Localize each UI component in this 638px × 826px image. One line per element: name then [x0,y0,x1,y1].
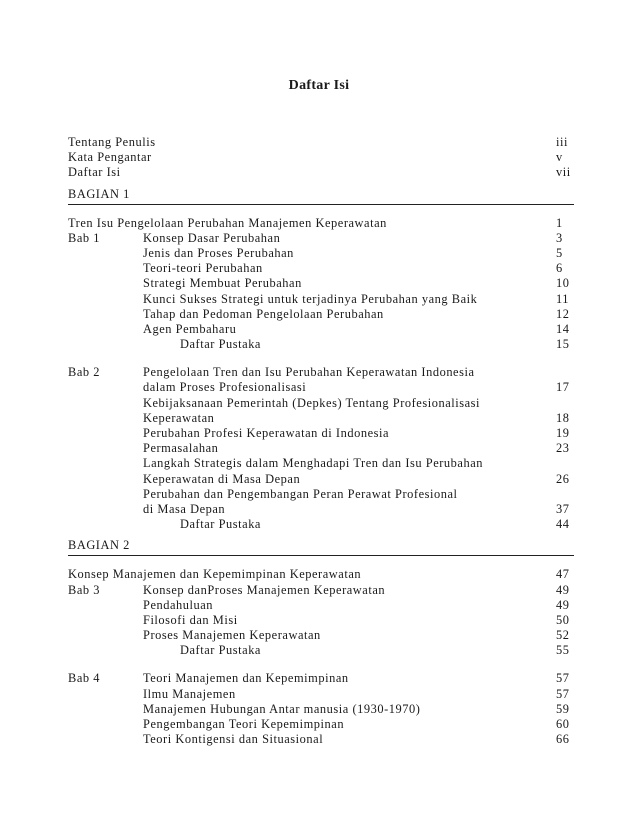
toc-entry [68,322,574,337]
toc-entry-text: Manajemen Hubungan Antar manusia (1930-1970) [143,701,421,716]
toc-entry-text: Keperawatan di Masa Depan [143,471,301,486]
toc-entry [68,598,574,613]
toc-entry-text: Kunci Sukses Strategi untuk terjadinya Perubahan yang Baik [143,291,478,306]
toc-entry-text: Daftar Isi [68,165,121,180]
toc-entry-text: Daftar Pustaka [180,517,261,532]
toc-entry-page: 23 [556,441,570,456]
toc-entry-page: 10 [556,276,570,291]
toc-entry-page: 52 [556,628,570,643]
toc-entry [68,472,574,487]
toc-entry-page: 26 [556,471,570,486]
chapter-label: Bab 4 [68,671,101,686]
toc-entry [68,426,574,441]
toc-entry-page: 57 [556,686,570,701]
toc-entry-text: Agen Pembaharu [143,321,237,336]
toc-entry-page: 57 [556,671,570,686]
toc-entry-page: 49 [556,582,570,597]
toc-entry [68,702,574,717]
toc-entry-page: 66 [556,732,570,747]
toc-entry [68,441,574,456]
toc-entry-page: 47 [556,567,570,582]
toc-entry [68,135,574,150]
toc-entry-page: 11 [556,291,570,306]
toc-entry [68,732,574,747]
toc-entry [68,307,574,322]
toc-entry-page: 3 [556,230,563,245]
toc-entry [68,717,574,732]
toc-entry-text: Jenis dan Proses Perubahan [143,245,294,260]
toc-entry-text: Kata Pengantar [68,150,152,165]
toc-entry-text: Permasalahan [143,441,219,456]
chapter-label: Bab 3 [68,582,101,597]
toc-entry-text: di Masa Depan [143,501,226,516]
toc-entry-text: Konsep danProses Manajemen Keperawatan [143,582,386,597]
toc-entry [68,165,574,180]
toc-entry-text: Langkah Strategis dalam Menghadapi Tren dan Isu Perubahan [143,456,484,471]
page-title: Daftar Isi [288,78,350,93]
toc-entry-page: 37 [556,501,570,516]
section-heading-bagian-1: BAGIAN 1 [68,187,574,205]
toc-bibliography [68,643,574,658]
toc-entry-page: iii [556,135,568,149]
toc-entry-text: Tentang Penulis [68,135,156,149]
toc-entry [68,583,574,598]
toc-entry [68,231,574,246]
toc-entry-page: 50 [556,612,570,627]
toc-entry-text: Teori-teori Perubahan [143,261,263,276]
toc-entry [68,276,574,291]
toc-entry-page: 1 [556,215,563,230]
chapter-label: Bab 1 [68,230,101,245]
toc-entry [68,292,574,307]
toc-part-intro [68,216,574,231]
toc-entry-page: v [556,150,563,165]
toc-entry-text: Tahap dan Pedoman Pengelolaan Perubahan [143,306,384,321]
toc-entry [68,671,574,686]
toc-entry [68,687,574,702]
toc-entry-text: Konsep Manajemen dan Kepemimpinan Keperawatan [68,567,362,582]
toc-entry-text: Daftar Pustaka [180,337,261,352]
toc-bibliography [68,517,574,532]
toc-entry-page: 18 [556,410,570,425]
toc-entry [68,365,574,380]
toc-entry [68,380,574,395]
toc-entry-text: Perubahan Profesi Keperawatan di Indonesia [143,426,390,440]
toc-entry-text: Daftar Pustaka [180,643,261,658]
toc-entry-text: Pengembangan Teori Kepemimpinan [143,717,345,731]
toc-entry-page: 49 [556,597,570,612]
toc-entry-page: 60 [556,717,570,731]
section-heading-bagian-2: BAGIAN 2 [68,538,574,556]
toc-entry-text: Konsep Dasar Perubahan [143,230,281,245]
toc-entry-text: Filosofi dan Misi [143,612,238,627]
toc-entry-page: 14 [556,321,570,336]
chapter-label: Bab 2 [68,365,101,380]
toc-entry-text: Kebijaksanaan Pemerintah (Depkes) Tentang Profesionalisasi [143,395,481,410]
toc-entry-text: Perubahan dan Pengembangan Peran Perawat Profesional [143,486,458,501]
toc-entry-text: dalam Proses Profesionalisasi [143,380,307,395]
toc-entry [68,487,574,502]
toc-entry-text: Ilmu Manajemen [143,686,236,701]
toc-entry-page: 17 [556,380,570,395]
toc-entry-page: 44 [556,517,570,532]
toc-entry-text: Pendahuluan [143,597,214,612]
toc-entry-page: 6 [556,261,563,276]
toc-entry-page: 15 [556,337,570,352]
toc-entry-page: 59 [556,701,570,716]
toc-entry-text: Tren Isu Pengelolaan Perubahan Manajemen Keperawatan [68,215,387,230]
toc-entry-page: 55 [556,643,570,658]
toc-entry-text: Pengelolaan Tren dan Isu Perubahan Keperawatan Indonesia [143,365,475,380]
toc-entry-text: Proses Manajemen Keperawatan [143,628,321,643]
toc-entry [68,456,574,471]
toc-entry-page: 19 [556,426,570,440]
toc-entry [68,411,574,426]
toc-entry-page: vii [556,165,571,180]
table-of-contents [68,135,574,747]
toc-entry [68,502,574,517]
toc-part-intro [68,567,574,582]
toc-entry-text: Strategi Membuat Perubahan [143,276,302,291]
toc-entry-text: Keperawatan [143,410,215,425]
toc-entry [68,261,574,276]
toc-entry [68,628,574,643]
toc-bibliography [68,337,574,352]
toc-entry [68,150,574,165]
toc-entry-page: 12 [556,306,570,321]
toc-entry-page: 5 [556,245,563,260]
toc-entry-text: Teori Kontigensi dan Situasional [143,732,324,747]
toc-entry [68,396,574,411]
toc-entry [68,246,574,261]
toc-entry-text: Teori Manajemen dan Kepemimpinan [143,671,349,686]
toc-entry [68,613,574,628]
